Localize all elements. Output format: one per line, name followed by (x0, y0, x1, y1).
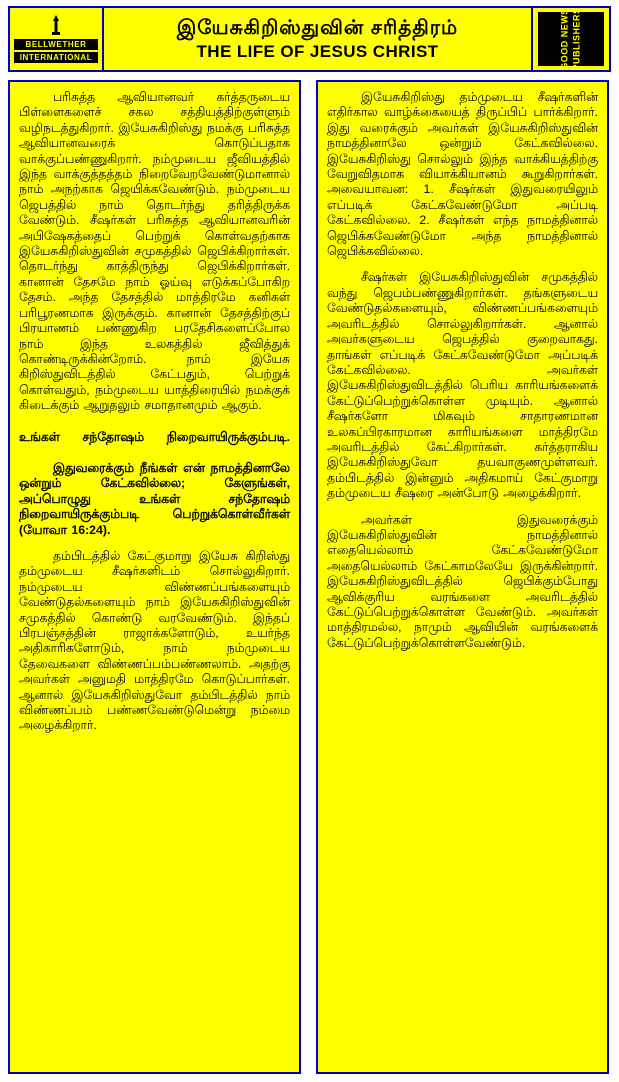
text-column-right (316, 80, 609, 1074)
logo-line-2: INTERNATIONAL (14, 52, 98, 63)
page-title-english: THE LIFE OF JESUS CHRIST (196, 42, 439, 61)
gnp-line-2: PUBLISHERS (571, 7, 582, 71)
gnp-badge (538, 7, 604, 71)
paragraph: சீஷர்கள் இயேசுகிறிஸ்துவின் சமுகத்தில் வந்து ஜெபம்பண்ணுகிறார்கள். தங்களுடைய வேண்டுதல்களையும், விண்ணப்பங்களையும் அவரிடத்தில் சொல்லுகிறார்கள். ஆனால் அவர்களுடைய ஜெபத்தில் குறைவாகது. தாங்கள் எப்படிக் கேட்கவேண்டுமோ அப்படிக் கேட்கவில்லை. அவர்கள் இயேசுகிறிஸ்துவிடத்தில் பெரிய காரியங்களைக் கேட்டுப்பெற்றுக்கொள்ள முடியும். ஆனால் சீஷர்களோ மிகவும் சாதாரணமான உலகப்பிரகாரமான காரியங்களை மாத்திரமே அவரிடத்தில் கேட்கிறார்கள். கர்த்தராகிய இயேசுகிறிஸ்துவோ தயவாகுணமுள்ளவர். தம்பிடத்தில் இன்னும் அதிகமாய் கேட்குமாறு தம்முடைய சீஷரை அன்போடு அழைக்கிறார். (327, 270, 598, 501)
page-header (8, 6, 611, 72)
paragraph-heading: உங்கள் சந்தோஷம் நிறைவாயிருக்கும்படி. (19, 429, 290, 444)
paragraph: பரிசுத்த ஆவியானவர் கர்த்தருடைய பிள்ளைகளைச் சகல சத்தியத்திற்குள்ளும் வழிநடத்துகிறார். இயேசுகிறிஸ்து நமக்கு பரிசுத்த ஆவியானவரைக் கொடுப்பதாக வாக்குப்பண்ணுகிறார். நம்முடைய ஜீவியத்தில் இந்த வாக்குத்தத்தம் நிறைவேறவேண்டுமானால் நாம் அநற்காக ஜெயிக்கவேண்டும். நம்முடைய ஜெபத்தில் நாம் தொடர்ந்து தரித்திருக்க வேண்டும். சீஷர்கள் பரிசுத்த ஆவியானவரின் அபிஷேகத்தைப் பெற்றுக் கொள்வதற்காக இயேசுகிறிஸ்துவின் சமுகத்தில் ஜெபிக்கிறார்கள். தொடர்ந்து காத்திருந்து ஜெபிக்கிறார்கள். கானான் தேசமே நாம் ஓய்வு எடுக்கப்போகிற தேசம். அந்த தேசத்தில் மாத்திரமே கனிகள் பரிபூரணமாக இருக்கும். கானான் தேசத்திற்குப் பிரயாணம் பண்ணுகிற பரதேசிகளைப்போல நாம் இந்த உலகத்தில் ஜீவித்துக் கொண்டிருக்கின்றோம். நாம் இயேசு கிறிஸ்துவிடத்தில் கேட்பதும், பெற்றுக் கொள்வதும், நம்முடைய யாத்திரையில் நமக்குக் கிடைக்கும் ஆறுதலும் சமாதானமும் ஆகும். (19, 90, 290, 413)
gnp-badge-text (559, 7, 583, 70)
bellwether-international-logo (10, 8, 104, 70)
text-column-left (8, 80, 301, 1074)
gnp-line-1: GOOD NEWS (559, 8, 570, 70)
page-title (104, 8, 531, 70)
paragraph: இயேசுகிறிஸ்து தம்முடைய சீஷர்களின் எதிர்கால வாழ்க்கையைத் திருப்பிப் பார்க்கிறார். இது வரைக்கும் அவர்கள் இயேசுகிறிஸ்துவின் நாமத்தினாலே ஒன்றும் கேட்கவில்லை. இயேசுகிறிஸ்து சொல்லும் இந்த வாக்கியத்திற்கு வேறுவிதமாக வியாக்கியானம் கூறுகிறார்கள். அவையாவன: 1. சீஷர்கள் இதுவரையிலும் எப்படிக் கேட்கவேண்டுமோ அப்படி கேட்கவில்லை. 2. சீஷர்கள் எந்த நாமத்தினால் ஜெபிக்கவேண்டுமோ அந்த நாமத்தினால் ஜெபிக்கவில்லை. (327, 90, 598, 259)
paragraph: தம்பிடத்தில் கேட்குமாறு இயேசு கிறிஸ்து தம்முடைய சீஷர்களிடம் சொல்லுகிறார். நம்முடைய விண்ணப்பங்களையும் வேண்டுதல்களையும் நாம் இயேசுகிறிஸ்துவின் சமுகத்தில் கொண்டு வரவேண்டும். இந்தப் பிரபஞ்சத்தின் ராஜாக்களோடும், உயர்ந்த அதிகாரிகளோடும், நாம் நம்முடைய தேவைகளை விண்ணப்பம்பண்ணலாம். அதற்கு அவர்கள் அனுமதி மாத்திரமே கொடுப்பார்கள். ஆனால் இயேசுகிறிஸ்துவோ தம்பிடத்தில் நாம் விண்ணப்பம் பண்ணவேண்டுமென்று நம்மை அழைக்கிறார். (19, 548, 290, 733)
torch-icon (48, 15, 64, 37)
good-news-publishers-logo (531, 8, 609, 70)
logo-line-1: BELLWETHER (14, 39, 98, 50)
page-title-tamil: இயேசுகிறிஸ்துவின் சரித்திரம் (176, 17, 459, 39)
paragraph-scripture: இதுவரைக்கும் நீங்கள் என் நாமத்தினாலே ஒன்றும் கேட்கவில்லை; கேளுங்கள், அப்பொழுது உங்கள் சந்தோஷம் நிறைவாயிருக்கும்படி பெற்றுக்கொள்வீர்கள் (யோவா 16:24). (19, 460, 290, 537)
paragraph: அவர்கள் இதுவரைக்கும் இயேசுகிறிஸ்துவின் நாமத்தினால் எதையெல்லாம் கேட்கவேண்டுமோ அதையெல்லாம் கேட்காமலேயே இருக்கின்றார். இயேசுகிறிஸ்துவிடத்தில் ஜெபிக்கும்போது ஆவிக்குரிய வரங்களை அவரிடத்தில் கேட்டுப்பெற்றுக்கொள்ள வேண்டும். அவர்கள் மாத்திரமல்ல, நாமும் ஆவியின் வரங்களைக் கேட்டுப்பெற்றுக்கொள்ளவேண்டும். (327, 512, 598, 650)
